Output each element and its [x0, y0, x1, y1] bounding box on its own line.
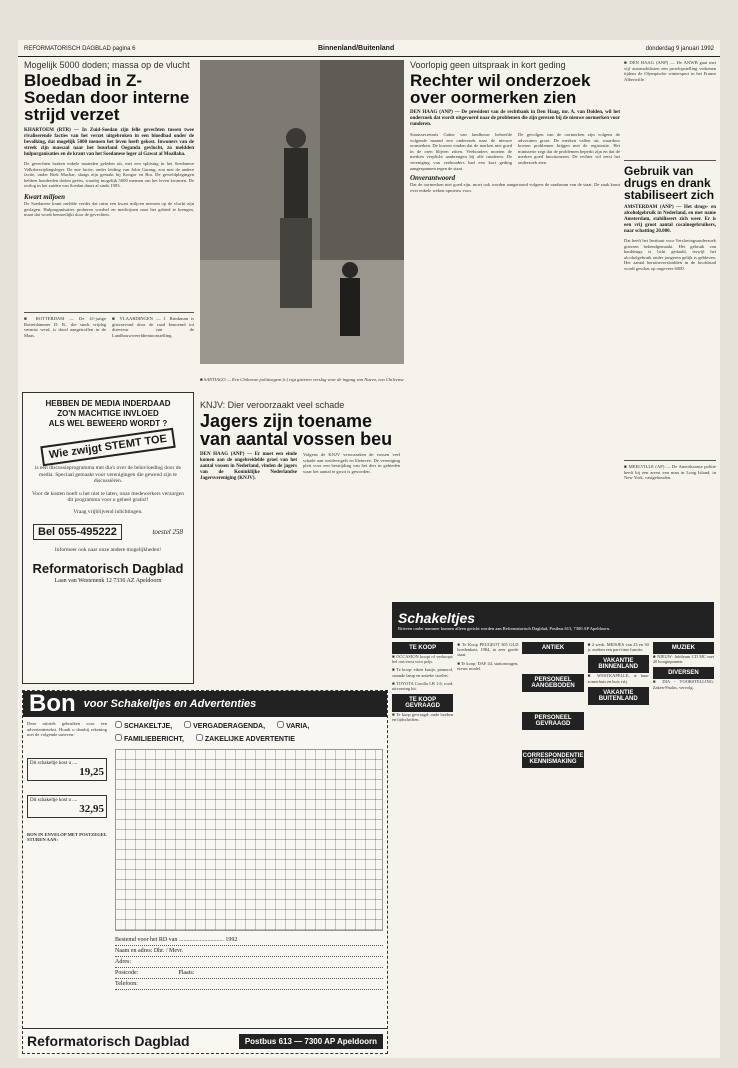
- cat-personeel-gevraagd: PERSONEEL GEVRAAGD: [522, 712, 583, 730]
- header-section: Binnenland/Buitenland: [318, 45, 395, 52]
- media-ad: [22, 392, 194, 684]
- bon-instructions: Deze rubriek gebruiken voor een advertentietekst. Houdt u daarbij rekening met de volgende tarieven:: [27, 721, 107, 738]
- bon-option-vergaderagenda[interactable]: VERGADERAGENDA,: [184, 721, 265, 730]
- media-ad-stamp: Wie zwijgt STEMT TOE: [40, 428, 176, 467]
- classified-item: ■ Te koop: eiken kastje, pianorol, staande lamp en antieke stoelen.: [392, 667, 454, 678]
- dierenbes-text: ■ DEN HAAG (ANP) — De ANWB gaat met vijf automobilisten een proefopstelling verkenen tijdens de Olympische wintersport in het Franse Albertville.: [624, 60, 716, 82]
- media-ad-line-1: HEBBEN DE MEDIA INDERDAAD: [45, 399, 171, 408]
- classified-item: ■ DIA - VOORSTELLING: Zaken-Paulus, vervolg.: [652, 679, 714, 690]
- cat-te-koop: TE KOOP: [392, 642, 453, 654]
- cat-muziek: MUZIEK: [653, 642, 714, 654]
- bon-footer-brand: Reformatorisch Dagblad: [27, 1033, 190, 1049]
- drugs-lede: AMSTERDAM (ANP) — Het drugs- en alcoholgebruik in Nederland, en met name Amsterdam, stabiliseert zich weer. Er is een vrij groot aantal cocaïnegebruikers, naar schatting 20.000.: [624, 205, 716, 234]
- bon-checkbox[interactable]: [277, 721, 284, 728]
- note-rotterdam: ■ ROTTERDAM — De 41-jarige Rotterdammer D. R., die sinds vrijdag vermist werd, is dood aangetroffen in de Maas.: [24, 316, 106, 338]
- bon-field-plaats[interactable]: Plaats:: [178, 970, 195, 976]
- cat-te-koop-gevraagd: TE KOOP GEVRAAGD: [392, 694, 453, 712]
- photo-policeman: [200, 60, 404, 364]
- rechter-body-col2: De gevolgen van de oormerken zijn volgens de advocaten groot. De merken vallen uit, waardoor boeren problemen krijgen met de registratie. Het ministerie zegt dat de problemen beperkt zijn en dat de merken goed functioneren. De rechter wil eerst het onderzoek zien.: [518, 132, 620, 165]
- cat-vakantie-buitenland: VAKANTIE BUITENLAND: [588, 687, 649, 705]
- schakeltjes-section: [392, 602, 714, 1054]
- bon-title: Bon: [29, 690, 76, 717]
- media-ad-informeer: Informeer ook naar onze andere mogelijkheden!: [54, 546, 162, 553]
- drugs-body: Dat heeft het Instituut voor Verslavingsonderzoek gisteren bekendgemaakt. Het gebruik van harddrugs is licht gedaald, terwijl het alcoholgebruik onder jongeren gelijk is gebleven. Het aantal heroïneverslaafden in de hoofdstad wordt geschat op ongeveer 6000.: [624, 238, 716, 271]
- bon-option-schakeltje[interactable]: SCHAKELTJE,: [115, 721, 172, 730]
- bon-field-postcode[interactable]: Postcode:: [115, 970, 139, 976]
- cat-diversen: DIVERSEN: [653, 667, 714, 679]
- knjv-body: Volgens de KNJV veroorzaken de vossen veel schade aan weidevogels en kleinvee. De vereniging pleit voor een bestrijding van het dier in gebieden waar het aantal te groot is geworden.: [303, 452, 400, 474]
- classified-item: ■ Te Koop PEUGEOT 305 GLD hoedenkast, 1984, in zeer goede staat.: [457, 642, 519, 658]
- bon-field-name[interactable]: Naam en adres: Dhr. / Mevr.: [115, 946, 383, 957]
- rechter-kicker: Voorlopig geen uitspraak in kort geding: [410, 60, 566, 70]
- classified-item: ■ 2 werk. MEISJES van 23 en 30 jr. zoeken een part-time functie.: [587, 642, 649, 653]
- bon-checkbox[interactable]: [115, 734, 122, 741]
- photo-caption-block: [200, 368, 404, 394]
- bon-checkbox[interactable]: [115, 721, 122, 728]
- media-ad-body-1: is een discussieprogramma met dia's over de beïnvloeding door de media. Speciaal gemaakt voor verenigingen die gewend zijn te discussiëren.: [35, 465, 181, 485]
- drugs-article: [624, 160, 716, 461]
- cat-personeel-aangeboden: PERSONEEL AANGEBODEN: [522, 674, 583, 692]
- notes-block: [24, 312, 194, 391]
- bon-option-varia[interactable]: VARIA,: [277, 721, 309, 730]
- bon-price2-label: Dit schakeltje kost u ....: [30, 797, 78, 803]
- page-header: [18, 44, 720, 56]
- classified-item: ■ Te koop: DAF 44, stationwagen, nieuw model.: [457, 660, 519, 671]
- rechter-article: [410, 60, 620, 440]
- soedan-subhead: Kwart miljoen: [24, 192, 66, 201]
- schakeltjes-header: Schakeltjes: [398, 609, 476, 626]
- media-ad-address: Laan van Westenenk 12 7336 AZ Apeldoorn: [54, 578, 162, 585]
- classified-item: ■ WESTKAPELLE, te huur zomerhuis en huis vrij.: [587, 673, 649, 684]
- rechter-subhead: Onverantwoord: [410, 174, 456, 183]
- meelville-note: [624, 460, 716, 581]
- knjv-lede: DEN HAAG (ANP) — Er moet een einde komen aan de ongebreidelde groei van het aantal vossen in Nederland, vinden de jagers van de Koninklijke Nederlandse Jagersvereniging (KNJV).: [200, 452, 297, 481]
- media-ad-phone[interactable]: Bel 055-495222: [33, 524, 122, 540]
- cat-antiek: ANTIEK: [522, 642, 583, 654]
- media-ad-toestel: toestel 258: [152, 527, 183, 536]
- soedan-lede: KHARTOEM (RTR) — In Zuid-Soedan zijn felle gevechten tussen twee rivaliserende facties van het verzet uitgebroken in een bloedbad onder de bevolking, dat mogelijk 5000 mensen het leven heeft gekost. Inwoners van de streek zijn massaal naar het buurland Oeganda gevlucht, zo meldden hulporganisaties en de krant van het Soedanese leger al Gawat al Moallaha.: [24, 128, 194, 157]
- knjv-kicker: KNJV: Dier veroorzaakt veel schade: [200, 400, 345, 410]
- meelville-text: ■ MEELVILLE (AP) — De Amerikaanse politie heeft bij een arrest een man in Long Island, in New York, vastgehouden.: [624, 464, 716, 481]
- classified-item: ■ TOYOTA Corolla LB 1.6, rood, uitvoering kit.: [392, 680, 454, 692]
- newspaper-page: [18, 40, 720, 1058]
- bon-send: BON IN ENVELOP MET POSTZEGEL STUREN AAN:: [27, 831, 107, 843]
- bon-price1-label: Dit schakeltje kost u ....: [30, 760, 78, 766]
- media-ad-body-2: Voor de kosten hoeft u het niet te laten, onze medewerkers verzorgen dit programma voor u geheel gratis!!: [32, 490, 184, 504]
- bon-price1: 19,25: [79, 765, 104, 778]
- bon-footer-box: Postbus 613 — 7300 AP Apeldoorn: [239, 1034, 383, 1049]
- rechter-body-3: Dat de oormerken niet goed zijn, moet ook worden aangetoond volgens de raadsman van de staat. De zaak komt over enkele weken opnieuw voor.: [410, 182, 620, 193]
- knjv-headline: Jagers zijn toename van aantal vossen beu: [200, 411, 393, 449]
- cat-vakantie-binnenland: VAKANTIE BINNENLAND: [588, 655, 649, 673]
- media-ad-body-3: Vraag vrijblijvend inlichtingen.: [73, 508, 143, 515]
- media-ad-line-2: ZO'N MACHTIGE INVLOED: [57, 409, 159, 418]
- media-ad-brand: Reformatorisch Dagblad: [32, 561, 184, 577]
- soedan-headline: Bloedbad in Z-Soedan door interne strijd verzet: [24, 71, 190, 124]
- classified-item: ■ OCCASION koopt of verkoopt; bel ons eerst voor prijs.: [392, 654, 454, 665]
- rechter-lede: DEN HAAG (ANP) — De president van de rechtbank in Den Haag, mr. A. van Dolden, wil het onderzoek dat wordt uitgevoerd naar de problemen die zijn gerezen bij de nieuwe oormerken voor runderen.: [410, 110, 620, 127]
- header-date: donderdag 9 januari 1992: [645, 46, 714, 52]
- rechter-headline: Rechter wil onderzoek over oormerken zien: [410, 71, 591, 107]
- bon-checkbox[interactable]: [196, 734, 203, 741]
- bon-checkbox[interactable]: [184, 721, 191, 728]
- bon-coupon: [22, 690, 388, 1054]
- photo-image: [200, 60, 404, 364]
- bon-option-familiebericht[interactable]: FAMILIEBERICHT,: [115, 734, 184, 743]
- cat-correspondentie: CORRESPONDENTIE KENNISMAKING: [522, 750, 583, 768]
- bon-field-date[interactable]: Bestemd voor het RD van .............................. 1992: [115, 935, 383, 946]
- bon-banner: voor Schakeltjes en Advertenties: [83, 698, 257, 710]
- schakeltjes-intro: Brieven onder nummer kunnen alleen gericht worden aan Reformatorisch Dagblad, Postbus 613, 7300 AP Apeldoorn.: [398, 625, 611, 631]
- header-rule: [18, 56, 720, 57]
- header-left: REFORMATORISCH DAGBLAD pagina 6: [24, 46, 136, 52]
- bon-option-zakelijk[interactable]: ZAKELIJKE ADVERTENTIE: [196, 734, 295, 743]
- soedan-kicker: Mogelijk 5000 doden; massa op de vlucht: [24, 60, 190, 70]
- soedan-body: De gevechten braken enkele maanden geleden uit, met een splitsing in het Soedanese Volksbevrijdingsleger. De ene factie, onder leiding van John Garang, zou met de andere factie, onder Riek Machar, slaags zijn geraakt bij Kongor en Bor. De geweldplegingen hebben honderden doden geëist, waarbij mogelijk 5000 mensen om het leven kwamen. De oorlog in het zuiden van Soedan duurt al sinds 1983.: [24, 161, 194, 189]
- bon-field-address[interactable]: Adres:: [115, 957, 383, 968]
- soedan-body-2: De Soedanese krant meldde verder dat ruim een kwart miljoen mensen op de vlucht zijn geslagen. Hulporganisaties proberen voedsel en medicijnen naar het gebied te brengen, maar dat wordt bemoeilijkt door de gevechten.: [24, 200, 194, 218]
- media-ad-line-3: ALS WEL BEWEERD WORDT ?: [48, 419, 168, 428]
- bon-price2: 32,95: [79, 802, 104, 815]
- photo-caption: ■ SANTIAGO — Een Chileense politieagent (r.) rigt gisteren verslag voor de ingang van Nuevo, een Chileense: [200, 377, 404, 382]
- drugs-headline: Gebruik van drugs en drank stabiliseert zich: [624, 164, 715, 202]
- knjv-article: [200, 400, 400, 600]
- classified-item: ■ Te koop gevraagd: oude boeken en tijdschriften.: [392, 712, 454, 723]
- classified-item: ■ NIEUW: Jubileum CD MC met 20 hoogtepunten.: [652, 654, 714, 665]
- bon-field-telefoon[interactable]: Telefoon:: [115, 979, 383, 990]
- bon-letter-grid[interactable]: [115, 749, 383, 931]
- note-vlaardingen: ■ VLAARDINGEN — J. Brinkman is gisteravond door de raad benoemd tot directeur van de Landbouwwereldtentoonstelling.: [112, 316, 194, 338]
- rechter-body-col1: Staatssecretaris Gabor van landbouw behoefde volgende maand een onderzoek naar de nieuwe oormerken. De boeren vinden dat de merken niet goed in de oren blijven zitten. Veehouders moeten de merken verplicht aanbrengen bij alle runderen. De vereniging van veehouders had een kort geding aangespannen tegen de staat.: [410, 132, 512, 171]
